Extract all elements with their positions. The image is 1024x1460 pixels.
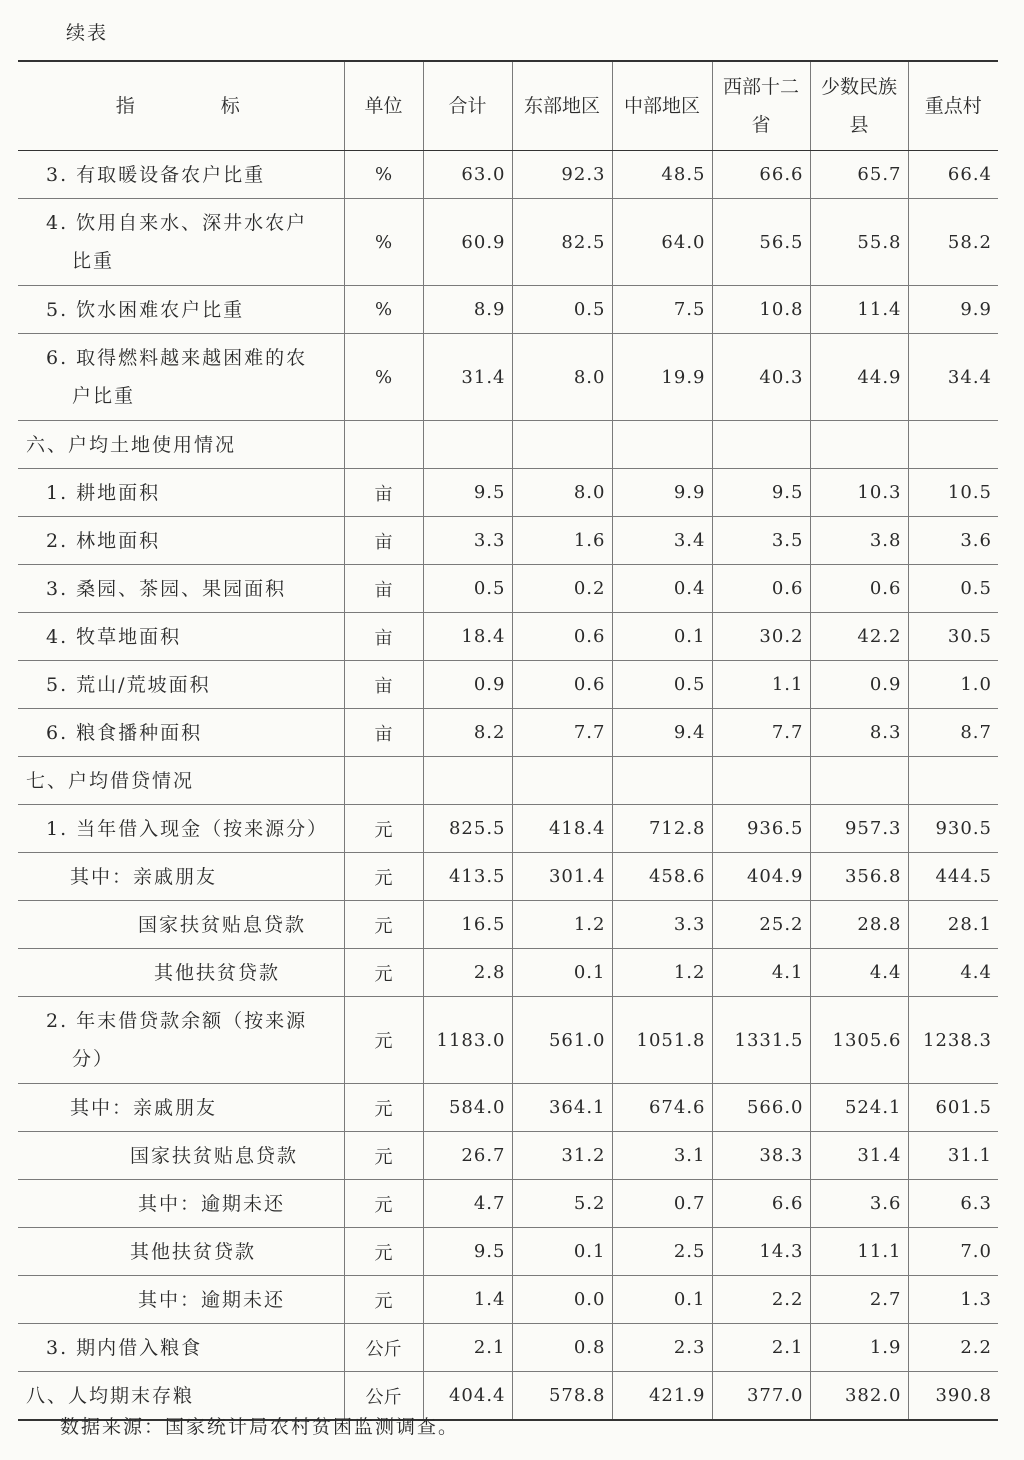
indicator-cell	[18, 757, 344, 805]
value-cell-minority: 42.2	[810, 613, 908, 661]
value-cell-key-village: 7.0	[908, 1228, 998, 1276]
table-row	[18, 1132, 998, 1180]
indicator-label: 2. 林地面积	[46, 529, 161, 552]
value-cell-key-village: 58.2	[908, 199, 998, 286]
indicator-label: 八、人均期末存粮	[26, 1384, 195, 1407]
indicator-label: 其他扶贫贷款	[154, 961, 281, 984]
indicator-label: 其中：逾期未还	[138, 1288, 286, 1311]
unit-cell: %	[344, 286, 423, 334]
table-row	[18, 853, 998, 901]
value-cell-central: 7.5	[612, 286, 712, 334]
unit-cell: %	[344, 151, 423, 199]
indicator-label-continued: 比重	[72, 250, 115, 272]
unit-cell	[344, 757, 423, 805]
value-cell-central: 19.9	[612, 334, 712, 421]
indicator-cell	[18, 901, 344, 949]
value-cell-west: 14.3	[712, 1228, 810, 1276]
table-row	[18, 334, 998, 421]
table-row	[18, 1084, 998, 1132]
header-central: 中部地区	[612, 61, 712, 151]
indicator-label: 七、户均借贷情况	[26, 769, 195, 792]
indicator-label: 其中：亲戚朋友	[70, 865, 218, 888]
indicator-cell	[18, 1084, 344, 1132]
indicator-label: 3. 桑园、茶园、果园面积	[46, 577, 287, 600]
indicator-cell	[18, 565, 344, 613]
value-cell-total: 18.4	[423, 613, 512, 661]
value-cell-central	[612, 757, 712, 805]
value-cell-key-village: 1.3	[908, 1276, 998, 1324]
unit-cell: 公斤	[344, 1372, 423, 1421]
header-east: 东部地区	[512, 61, 612, 151]
indicator-cell	[18, 469, 344, 517]
value-cell-total: 63.0	[423, 151, 512, 199]
value-cell-central: 0.5	[612, 661, 712, 709]
indicator-label: 其中：逾期未还	[138, 1192, 286, 1215]
value-cell-key-village: 1.0	[908, 661, 998, 709]
value-cell-minority: 65.7	[810, 151, 908, 199]
value-cell-total: 31.4	[423, 334, 512, 421]
table-row	[18, 661, 998, 709]
value-cell-total: 2.1	[423, 1324, 512, 1372]
value-cell-west: 30.2	[712, 613, 810, 661]
value-cell-central: 458.6	[612, 853, 712, 901]
value-cell-east: 561.0	[512, 997, 612, 1084]
value-cell-west: 66.6	[712, 151, 810, 199]
value-cell-minority: 4.4	[810, 949, 908, 997]
value-cell-east: 82.5	[512, 199, 612, 286]
indicator-cell	[18, 661, 344, 709]
value-cell-central: 2.3	[612, 1324, 712, 1372]
value-cell-west: 1331.5	[712, 997, 810, 1084]
value-cell-west: 2.2	[712, 1276, 810, 1324]
value-cell-key-village: 601.5	[908, 1084, 998, 1132]
header-unit: 单位	[344, 61, 423, 151]
value-cell-total: 413.5	[423, 853, 512, 901]
value-cell-total: 26.7	[423, 1132, 512, 1180]
value-cell-west: 10.8	[712, 286, 810, 334]
value-cell-key-village: 34.4	[908, 334, 998, 421]
value-cell-east	[512, 421, 612, 469]
value-cell-west: 1.1	[712, 661, 810, 709]
table-row	[18, 1276, 998, 1324]
indicator-label: 1. 耕地面积	[46, 481, 161, 504]
value-cell-east: 0.6	[512, 613, 612, 661]
value-cell-minority: 0.6	[810, 565, 908, 613]
value-cell-minority	[810, 421, 908, 469]
value-cell-key-village: 9.9	[908, 286, 998, 334]
value-cell-central: 3.4	[612, 517, 712, 565]
value-cell-total: 0.9	[423, 661, 512, 709]
value-cell-minority: 382.0	[810, 1372, 908, 1421]
value-cell-east: 0.6	[512, 661, 612, 709]
value-cell-east: 8.0	[512, 334, 612, 421]
value-cell-west: 40.3	[712, 334, 810, 421]
value-cell-minority: 957.3	[810, 805, 908, 853]
value-cell-minority: 1305.6	[810, 997, 908, 1084]
indicator-label: 2. 年末借贷款余额（按来源	[46, 1010, 308, 1032]
table-row	[18, 997, 998, 1084]
value-cell-key-village	[908, 421, 998, 469]
value-cell-total	[423, 421, 512, 469]
table-row	[18, 805, 998, 853]
value-cell-total: 9.5	[423, 469, 512, 517]
table-header-row	[18, 61, 998, 151]
value-cell-key-village: 1238.3	[908, 997, 998, 1084]
table-row	[18, 1324, 998, 1372]
indicator-label: 6. 粮食播种面积	[46, 721, 203, 744]
value-cell-minority: 0.9	[810, 661, 908, 709]
indicator-cell	[18, 949, 344, 997]
value-cell-east: 0.8	[512, 1324, 612, 1372]
value-cell-east: 0.5	[512, 286, 612, 334]
unit-cell: 元	[344, 1084, 423, 1132]
value-cell-west: 2.1	[712, 1324, 810, 1372]
table-row	[18, 1180, 998, 1228]
value-cell-total: 1183.0	[423, 997, 512, 1084]
unit-cell: 亩	[344, 517, 423, 565]
indicator-cell	[18, 199, 344, 286]
value-cell-east: 418.4	[512, 805, 612, 853]
value-cell-central	[612, 421, 712, 469]
value-cell-central: 1.2	[612, 949, 712, 997]
value-cell-east: 0.1	[512, 1228, 612, 1276]
value-cell-minority: 31.4	[810, 1132, 908, 1180]
unit-cell: 元	[344, 949, 423, 997]
unit-cell: 元	[344, 805, 423, 853]
value-cell-central: 9.9	[612, 469, 712, 517]
unit-cell: 元	[344, 1276, 423, 1324]
value-cell-central: 674.6	[612, 1084, 712, 1132]
value-cell-key-village: 444.5	[908, 853, 998, 901]
table-body	[18, 151, 998, 1421]
value-cell-key-village: 28.1	[908, 901, 998, 949]
value-cell-east	[512, 757, 612, 805]
value-cell-minority: 3.6	[810, 1180, 908, 1228]
indicator-label: 其他扶贫贷款	[130, 1240, 257, 1263]
unit-cell: 亩	[344, 613, 423, 661]
indicator-label: 六、户均土地使用情况	[26, 433, 237, 456]
unit-cell: 亩	[344, 565, 423, 613]
value-cell-minority: 3.8	[810, 517, 908, 565]
value-cell-east: 1.6	[512, 517, 612, 565]
value-cell-east: 31.2	[512, 1132, 612, 1180]
value-cell-west	[712, 421, 810, 469]
indicator-cell	[18, 1228, 344, 1276]
table-row	[18, 517, 998, 565]
value-cell-central: 0.1	[612, 1276, 712, 1324]
indicator-label: 其中：亲戚朋友	[70, 1096, 218, 1119]
header-key-village: 重点村	[908, 61, 998, 151]
value-cell-central: 48.5	[612, 151, 712, 199]
value-cell-key-village: 6.3	[908, 1180, 998, 1228]
value-cell-minority: 524.1	[810, 1084, 908, 1132]
value-cell-east: 5.2	[512, 1180, 612, 1228]
indicator-label: 3. 有取暖设备农户比重	[46, 163, 266, 186]
unit-cell: %	[344, 334, 423, 421]
value-cell-key-village: 66.4	[908, 151, 998, 199]
value-cell-total	[423, 757, 512, 805]
header-indicator: 指 标	[18, 61, 344, 151]
indicator-label: 5. 荒山/荒坡面积	[46, 673, 211, 696]
value-cell-total: 9.5	[423, 1228, 512, 1276]
value-cell-key-village: 0.5	[908, 565, 998, 613]
value-cell-total: 16.5	[423, 901, 512, 949]
indicator-cell	[18, 517, 344, 565]
indicator-cell	[18, 421, 344, 469]
value-cell-east: 0.1	[512, 949, 612, 997]
table-row	[18, 286, 998, 334]
value-cell-east: 1.2	[512, 901, 612, 949]
value-cell-east: 92.3	[512, 151, 612, 199]
header-total: 合计	[423, 61, 512, 151]
table-row	[18, 901, 998, 949]
value-cell-west: 9.5	[712, 469, 810, 517]
value-cell-east: 8.0	[512, 469, 612, 517]
value-cell-west: 936.5	[712, 805, 810, 853]
value-cell-total: 8.9	[423, 286, 512, 334]
value-cell-central: 9.4	[612, 709, 712, 757]
value-cell-total: 0.5	[423, 565, 512, 613]
source-note: 数据来源：国家统计局农村贫困监测调查。	[60, 1416, 460, 1438]
indicator-label: 4. 牧草地面积	[46, 625, 182, 648]
value-cell-minority: 8.3	[810, 709, 908, 757]
value-cell-central: 2.5	[612, 1228, 712, 1276]
indicator-cell	[18, 997, 344, 1084]
statistics-table	[18, 60, 998, 1421]
value-cell-minority: 10.3	[810, 469, 908, 517]
unit-cell: 元	[344, 853, 423, 901]
table-row	[18, 151, 998, 199]
indicator-cell	[18, 1276, 344, 1324]
value-cell-total: 4.7	[423, 1180, 512, 1228]
value-cell-minority: 44.9	[810, 334, 908, 421]
indicator-cell	[18, 709, 344, 757]
value-cell-west: 0.6	[712, 565, 810, 613]
indicator-cell	[18, 334, 344, 421]
indicator-label: 4. 饮用自来水、深井水农户	[46, 212, 308, 234]
table-row	[18, 199, 998, 286]
unit-cell: 亩	[344, 709, 423, 757]
indicator-cell	[18, 613, 344, 661]
value-cell-minority: 55.8	[810, 199, 908, 286]
value-cell-total: 584.0	[423, 1084, 512, 1132]
value-cell-minority	[810, 757, 908, 805]
continued-label: 续表	[66, 22, 109, 44]
value-cell-east: 7.7	[512, 709, 612, 757]
value-cell-total: 404.4	[423, 1372, 512, 1421]
unit-cell: 元	[344, 1132, 423, 1180]
header-west: 西部十二省	[712, 61, 810, 151]
unit-cell: %	[344, 199, 423, 286]
value-cell-central: 64.0	[612, 199, 712, 286]
value-cell-key-village	[908, 757, 998, 805]
table-row	[18, 709, 998, 757]
value-cell-west: 25.2	[712, 901, 810, 949]
indicator-label: 1. 当年借入现金（按来源分）	[46, 817, 329, 840]
indicator-label: 6. 取得燃料越来越困难的农	[46, 347, 308, 369]
value-cell-central: 0.1	[612, 613, 712, 661]
value-cell-west: 4.1	[712, 949, 810, 997]
value-cell-key-village: 30.5	[908, 613, 998, 661]
indicator-cell	[18, 151, 344, 199]
table-row	[18, 949, 998, 997]
unit-cell	[344, 421, 423, 469]
value-cell-central: 3.3	[612, 901, 712, 949]
indicator-cell	[18, 286, 344, 334]
value-cell-key-village: 3.6	[908, 517, 998, 565]
value-cell-key-village: 390.8	[908, 1372, 998, 1421]
value-cell-key-village: 4.4	[908, 949, 998, 997]
value-cell-central: 421.9	[612, 1372, 712, 1421]
value-cell-total: 825.5	[423, 805, 512, 853]
value-cell-minority: 28.8	[810, 901, 908, 949]
indicator-label: 国家扶贫贴息贷款	[130, 1144, 299, 1167]
table-row	[18, 421, 998, 469]
header-minority: 少数民族县	[810, 61, 908, 151]
unit-cell: 元	[344, 1228, 423, 1276]
indicator-cell	[18, 1132, 344, 1180]
indicator-label: 5. 饮水困难农户比重	[46, 298, 245, 321]
value-cell-west: 566.0	[712, 1084, 810, 1132]
indicator-cell	[18, 805, 344, 853]
value-cell-total: 8.2	[423, 709, 512, 757]
value-cell-total: 3.3	[423, 517, 512, 565]
unit-cell: 元	[344, 1180, 423, 1228]
unit-cell: 公斤	[344, 1324, 423, 1372]
unit-cell: 元	[344, 997, 423, 1084]
value-cell-east: 364.1	[512, 1084, 612, 1132]
value-cell-central: 712.8	[612, 805, 712, 853]
indicator-label-continued: 分）	[72, 1048, 115, 1070]
indicator-label-continued: 户比重	[72, 385, 136, 407]
value-cell-minority: 356.8	[810, 853, 908, 901]
value-cell-west	[712, 757, 810, 805]
value-cell-east: 0.2	[512, 565, 612, 613]
unit-cell: 亩	[344, 469, 423, 517]
value-cell-central: 1051.8	[612, 997, 712, 1084]
value-cell-key-village: 930.5	[908, 805, 998, 853]
table-row	[18, 565, 998, 613]
value-cell-minority: 11.4	[810, 286, 908, 334]
indicator-cell	[18, 1324, 344, 1372]
indicator-label: 国家扶贫贴息贷款	[138, 913, 307, 936]
value-cell-central: 0.4	[612, 565, 712, 613]
value-cell-west: 377.0	[712, 1372, 810, 1421]
value-cell-key-village: 10.5	[908, 469, 998, 517]
value-cell-total: 60.9	[423, 199, 512, 286]
value-cell-central: 0.7	[612, 1180, 712, 1228]
unit-cell: 元	[344, 901, 423, 949]
table-row	[18, 613, 998, 661]
value-cell-east: 301.4	[512, 853, 612, 901]
value-cell-key-village: 31.1	[908, 1132, 998, 1180]
value-cell-total: 1.4	[423, 1276, 512, 1324]
value-cell-key-village: 8.7	[908, 709, 998, 757]
value-cell-west: 7.7	[712, 709, 810, 757]
value-cell-key-village: 2.2	[908, 1324, 998, 1372]
indicator-cell	[18, 1180, 344, 1228]
value-cell-west: 6.6	[712, 1180, 810, 1228]
table-row	[18, 1228, 998, 1276]
value-cell-west: 3.5	[712, 517, 810, 565]
value-cell-east: 0.0	[512, 1276, 612, 1324]
table-row	[18, 757, 998, 805]
value-cell-central: 3.1	[612, 1132, 712, 1180]
indicator-cell	[18, 853, 344, 901]
value-cell-west: 38.3	[712, 1132, 810, 1180]
value-cell-total: 2.8	[423, 949, 512, 997]
unit-cell: 亩	[344, 661, 423, 709]
indicator-label: 3. 期内借入粮食	[46, 1336, 203, 1359]
value-cell-minority: 1.9	[810, 1324, 908, 1372]
value-cell-east: 578.8	[512, 1372, 612, 1421]
value-cell-west: 56.5	[712, 199, 810, 286]
value-cell-minority: 2.7	[810, 1276, 908, 1324]
value-cell-minority: 11.1	[810, 1228, 908, 1276]
table-row	[18, 469, 998, 517]
value-cell-west: 404.9	[712, 853, 810, 901]
